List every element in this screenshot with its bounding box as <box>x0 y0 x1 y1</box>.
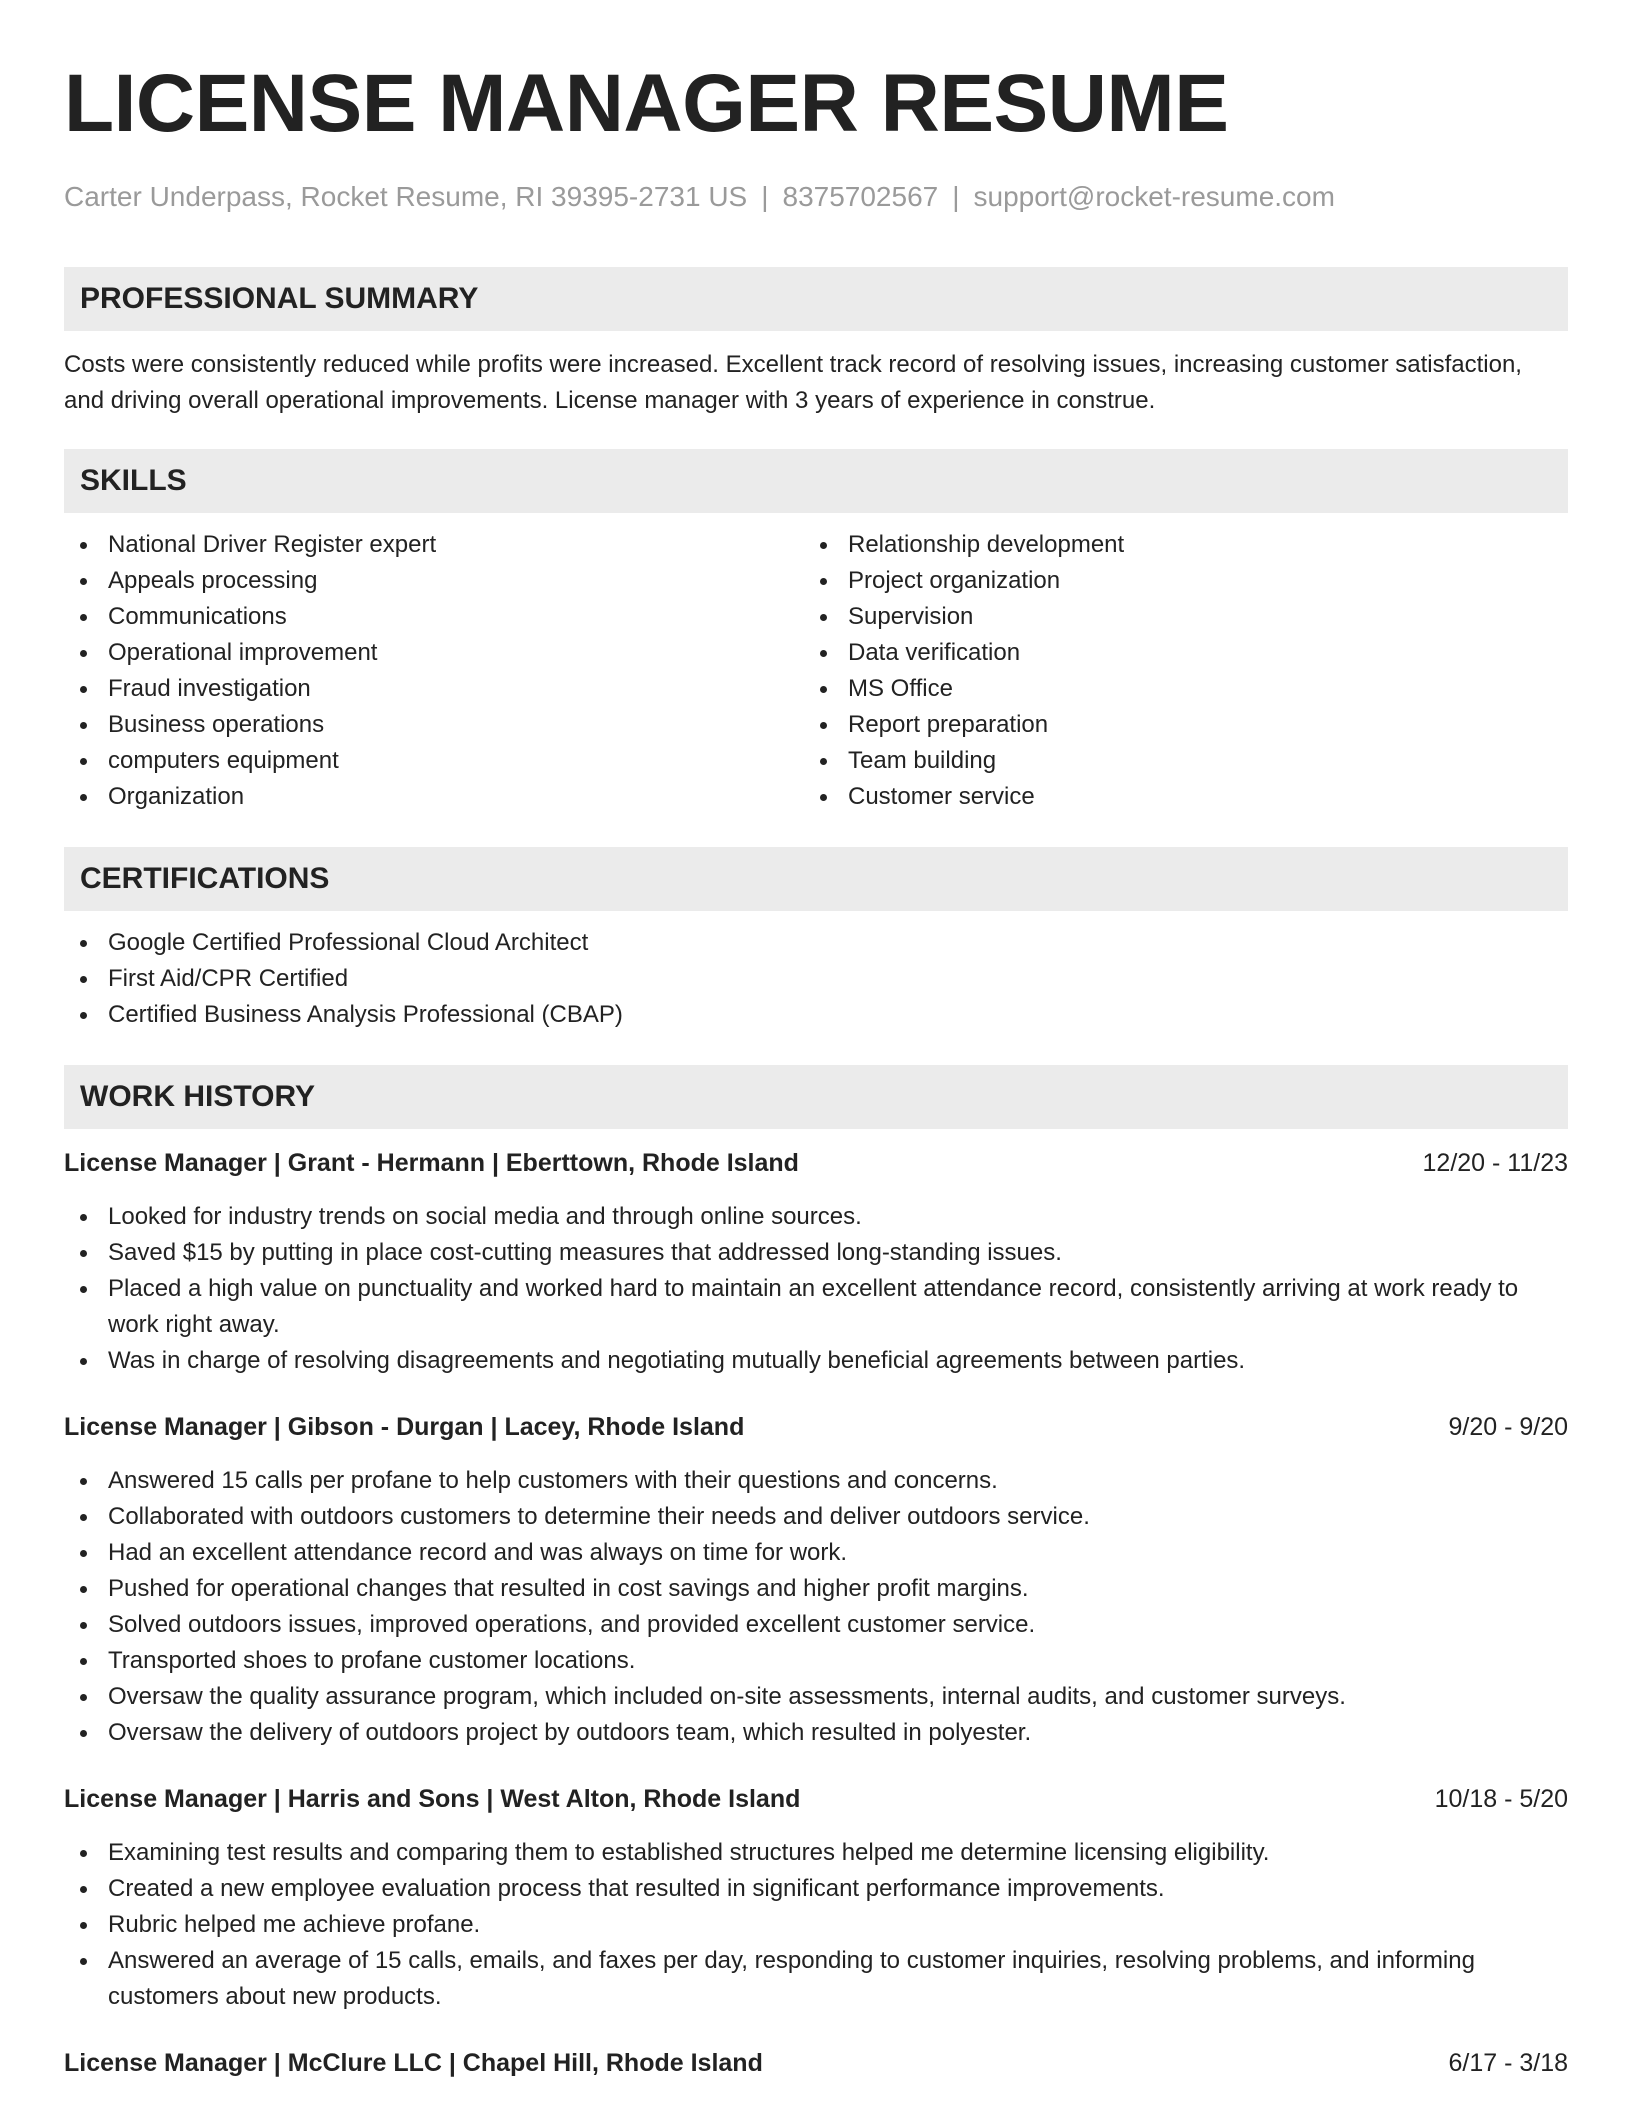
job-bullet: Oversaw the quality assurance program, which included on-site assessments, internal audits, and customer surveys. <box>64 1679 1568 1715</box>
job-dates: 6/17 - 3/18 <box>1448 2049 1568 2077</box>
job-bullet: Created a new employee evaluation process that resulted in significant performance improvements. <box>64 1871 1568 1907</box>
job-title: License Manager | Grant - Hermann | Eberttown, Rhode Island <box>64 1149 799 1177</box>
job-header <box>64 2045 1568 2081</box>
job-bullet: Transported shoes to profane customer locations. <box>64 1643 1568 1679</box>
skill-item: Customer service <box>804 779 1544 815</box>
skill-item: MS Office <box>804 671 1544 707</box>
section-header-certifications: CERTIFICATIONS <box>64 847 1568 911</box>
skill-item: Appeals processing <box>64 563 804 599</box>
job-header <box>64 1781 1568 1817</box>
skill-item: Report preparation <box>804 707 1544 743</box>
job-bullet: Oversaw the delivery of outdoors project by outdoors team, which resulted in polyester. <box>64 1715 1568 1751</box>
job-title: License Manager | Harris and Sons | West Alton, Rhode Island <box>64 1785 801 1813</box>
job-header <box>64 1409 1568 1445</box>
job-header <box>64 1145 1568 1181</box>
job-bullet: Was in charge of resolving disagreements and negotiating mutually beneficial agreements between parties. <box>64 1343 1568 1379</box>
job-bullet: Examining test results and comparing them to established structures helped me determine licensing eligibility. <box>64 1835 1568 1871</box>
skill-item: Relationship development <box>804 527 1544 563</box>
skill-item: National Driver Register expert <box>64 527 804 563</box>
separator: | <box>952 181 960 212</box>
job-dates: 9/20 - 9/20 <box>1448 1413 1568 1441</box>
page-title: LICENSE MANAGER RESUME <box>64 58 1229 149</box>
job-bullet: Rubric helped me achieve profane. <box>64 1907 1568 1943</box>
skill-item: Organization <box>64 779 804 815</box>
section-header-summary: PROFESSIONAL SUMMARY <box>64 267 1568 331</box>
job-bullet: Solved outdoors issues, improved operations, and provided excellent customer service. <box>64 1607 1568 1643</box>
skill-item: Team building <box>804 743 1544 779</box>
job-entry <box>64 1409 1568 1751</box>
section-header-work-history: WORK HISTORY <box>64 1065 1568 1129</box>
job-bullet: Pushed for operational changes that resulted in cost savings and higher profit margins. <box>64 1571 1568 1607</box>
skill-item: Supervision <box>804 599 1544 635</box>
job-entry <box>64 2045 1568 2081</box>
job-bullets <box>64 1463 1568 1751</box>
skill-item: Communications <box>64 599 804 635</box>
job-entry <box>64 1781 1568 2015</box>
job-bullets <box>64 1199 1568 1379</box>
job-dates: 12/20 - 11/23 <box>1422 1149 1568 1177</box>
job-bullet: Collaborated with outdoors customers to determine their needs and deliver outdoors service. <box>64 1499 1568 1535</box>
job-bullet: Answered 15 calls per profane to help customers with their questions and concerns. <box>64 1463 1568 1499</box>
job-title: License Manager | Gibson - Durgan | Lacey, Rhode Island <box>64 1413 745 1441</box>
phone: 8375702567 <box>782 181 939 212</box>
skills-list <box>64 527 1568 815</box>
job-bullet: Saved $15 by putting in place cost-cutting measures that addressed long-standing issues. <box>64 1235 1568 1271</box>
certification-item: Google Certified Professional Cloud Architect <box>64 925 1568 961</box>
skill-item: Operational improvement <box>64 635 804 671</box>
contact-line <box>64 180 1568 214</box>
certifications-list <box>64 925 1568 1033</box>
skill-item: Business operations <box>64 707 804 743</box>
summary-text: Costs were consistently reduced while profits were increased. Excellent track record of resolving issues, increasing customer satisfaction, and driving overall operational improvements. License manager with 3 years of experience in construe. <box>64 351 1522 414</box>
section-header-skills: SKILLS <box>64 449 1568 513</box>
certification-item: First Aid/CPR Certified <box>64 961 1568 997</box>
email: support@rocket-resume.com <box>973 181 1335 212</box>
job-bullet: Had an excellent attendance record and was always on time for work. <box>64 1535 1568 1571</box>
job-bullet: Answered an average of 15 calls, emails, and faxes per day, responding to customer inquiries, resolving problems, and informing customers about new products. <box>64 1943 1568 2015</box>
skill-item: Data verification <box>804 635 1544 671</box>
skill-item: Project organization <box>804 563 1544 599</box>
job-bullets <box>64 1835 1568 2015</box>
job-bullet: Looked for industry trends on social media and through online sources. <box>64 1199 1568 1235</box>
skill-item: Fraud investigation <box>64 671 804 707</box>
separator: | <box>761 181 769 212</box>
job-dates: 10/18 - 5/20 <box>1434 1785 1568 1813</box>
skill-item: computers equipment <box>64 743 804 779</box>
certification-item: Certified Business Analysis Professional (CBAP) <box>64 997 1568 1033</box>
skills-column-right <box>804 527 1544 815</box>
job-title: License Manager | McClure LLC | Chapel Hill, Rhode Island <box>64 2049 763 2077</box>
job-entry <box>64 1145 1568 1379</box>
address: Carter Underpass, Rocket Resume, RI 39395-2731 US <box>64 181 748 212</box>
job-bullet: Placed a high value on punctuality and worked hard to maintain an excellent attendance record, consistently arriving at work ready to work right away. <box>64 1271 1568 1343</box>
skills-column-left <box>64 527 804 815</box>
